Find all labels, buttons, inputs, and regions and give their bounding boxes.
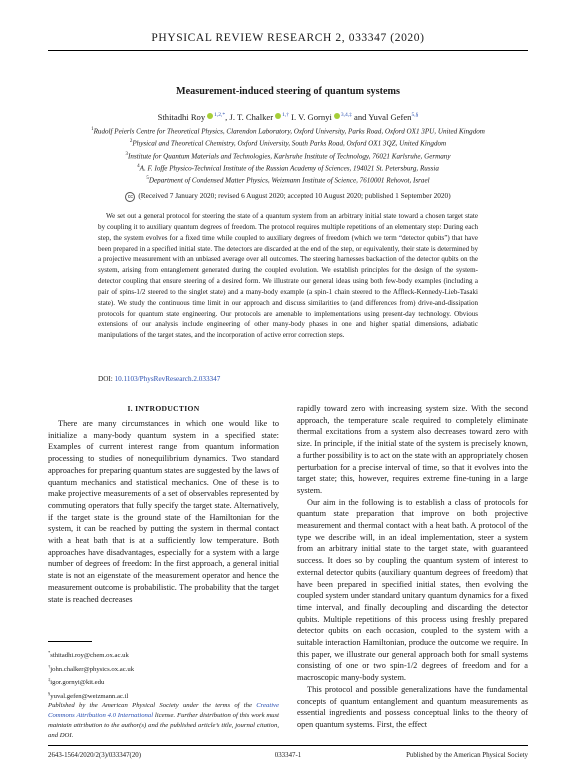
affiliation-list xyxy=(0,125,576,186)
affiliation-text: A. F. Ioffe Physico-Technical Institute of the Russian Academy of Sciences, 194021 St. Petersburg, Russia xyxy=(139,164,439,173)
creative-commons-icon[interactable]: cc xyxy=(125,192,135,202)
footnote-mark: ‡ xyxy=(48,677,51,683)
footnote-email[interactable]: john.chalker@physics.ox.ac.uk xyxy=(50,665,135,673)
footnote xyxy=(48,648,279,662)
header-rule xyxy=(48,50,528,51)
body-paragraph: This protocol and possible generalizations have the fundamental concepts of quantum entanglement and quantum measurements as essential ingredients and possess conceptual links to the theory of open quantum systems. First, the effect xyxy=(297,684,528,729)
affiliation xyxy=(0,174,576,186)
affiliation-text: Department of Condensed Matter Physics, Weizmann Institute of Science, 7610001 Rehovot, Israel xyxy=(148,176,430,185)
affiliation-number: 1 xyxy=(91,127,94,132)
body-paragraph: rapidly toward zero with increasing system size. With the second approach, the temperature scale required to completely eliminate thermal excitations from a system also decreases toward zero with size. In principle, if the initial state of the system is precisely known, a further possibility is to act on the state with an appropriately chosen perturbation for a precise interval of time, so that it evolves into the target state; this, however, requires extreme fine-tuning in a large system. xyxy=(297,404,528,495)
right-column xyxy=(297,403,528,731)
license-text: license. Further distribution of this work must maintain attribution to the author(s) and the published article’s title, journal citation, and DOI. xyxy=(48,712,279,740)
author-affil-marks[interactable]: 1,2,* xyxy=(214,112,226,119)
section-heading: I. INTRODUCTION xyxy=(127,404,200,413)
footnote-email[interactable]: igor.gornyi@kit.edu xyxy=(50,679,105,687)
affiliation-text: Physical and Theoretical Chemistry, Oxford University, South Parks Road, Oxford OX1 3QZ, United Kingdom xyxy=(132,139,447,148)
affiliation-number: 5 xyxy=(146,176,149,182)
author-affil-marks[interactable]: 3,4,‡ xyxy=(340,112,352,119)
footer-issn: 2643-1564/2020/2(3)/033347(20) xyxy=(48,752,142,759)
author-separator: , xyxy=(225,112,228,122)
author-name: J. T. Chalker xyxy=(229,112,274,122)
doi-label: DOI: xyxy=(98,375,113,383)
affiliation-text: Rudolf Peierls Centre for Theoretical Physics, Clarendon Laboratory, Oxford University, Parks Road, Oxford OX1 3PU, United Kingdom xyxy=(93,127,485,136)
affiliation xyxy=(0,137,576,149)
footer-publisher: Published by the American Physical Society xyxy=(406,752,528,759)
author-separator: and xyxy=(354,112,367,122)
author-name: Sthitadhi Roy xyxy=(157,112,206,122)
author-list xyxy=(0,112,576,122)
affiliation-number: 2 xyxy=(129,139,133,145)
left-column xyxy=(48,403,279,605)
abstract: We set out a general protocol for steering the state of a quantum system from an arbitrary initial state toward a chosen target state by coupling it to auxiliary quantum degrees of freedom. The protocol requires multiple repetitions of an elementary step: During each step, the system evolves for a fixed time while coupled to auxiliary degrees of freedom (which we term “detector qubits”) that have been prepared in a specified initial state. The detectors are discarded at the end of the step, or equivalently, their state is determined by a projective measurement with an unbiased average over all outcomes. The steering harnesses backaction of the detector qubits on the system, arising from entanglement generated during the coupled evolution. We establish principles for the design of the system-detector coupling that ensure steering of a desired form. We illustrate our general ideas using both few-body examples (including a pair of spins-1/2 steered to the singlet state) and a many-body example (a spin-1 chain steered to the Affleck-Kennedy-Lieb-Tasaki state). We study the continuous time limit in our approach and discuss similarities to (and differences from) drive-and-dissipation protocols for quantum state engineering. Our protocols are amenable to implementations using present-day technology. Obvious extensions of our analysis include engineering of other many-body phases in one and higher spatial dimensions, adiabatic manipulations of the target states, and the incorporation of active error correction steps. xyxy=(98,212,478,340)
footnote-mark: † xyxy=(48,663,51,669)
footnote xyxy=(48,662,279,676)
license-link[interactable]: Creative Commons Attribution 4.0 International xyxy=(48,702,279,720)
footnote-rule xyxy=(48,641,92,642)
license-text: Published by the American Physical Society under the terms of the xyxy=(48,702,257,709)
orcid-icon[interactable] xyxy=(275,113,281,119)
footnotes xyxy=(48,648,279,702)
doi-link[interactable]: 10.1103/PhysRevResearch.2.033347 xyxy=(114,375,221,383)
body-paragraph: Our aim in the following is to establish a class of protocols for quantum state preparation that improve on both projective measurement and thermal contact with a heat bath. A protocol of the type we describe will, in an ideal implementation, steer a system from an arbitrary initial state to the target state, with guaranteed success. It does so by coupling the quantum system of interest to external detector qubits (auxiliary quantum degrees of freedom) that have been prepared in specified initial states, then evolving the coupled system under standard unitary quantum dynamics for a fixed time interval, and finally decoupling and discarding the detector qubits. Multiple repetitions of this process using freshly prepared detector qubits on each occasion, coupled to the system with a suitable interaction Hamiltonian, produce the outcome we require. In this paper, we illustrate our general approach both for small systems consisting of one or two spin-1/2 degrees of freedom and for a macroscopic many-body system. xyxy=(297,497,528,683)
footnote xyxy=(48,675,279,689)
affiliation-text: Institute for Quantum Materials and Technologies, Karlsruhe Institute of Technology, 76021 Karlsruhe, Germany xyxy=(128,151,451,160)
body-paragraph: There are many circumstances in which one would like to initialize a many-body quantum system in a specified state: Examples of current interest range from quantum information processing to studies of nonequilibrium dynamics. Two standard approaches for preparing quantum states are suggested by the laws of quantum mechanics and statistical mechanics. One of these is to make projective measurements of a set of observables represented by commuting operators that fully specify the target state. Alternatively, if the target state is the ground state of the Hamiltonian for the system, it can be reached by putting the system in thermal contact with a heat bath that is at a sufficiently low temperature. Both approaches have disadvantages, especially for a system with a large number of degrees of freedom: In the first approach, a general initial state is not an eigenstate of the measurement operator and hence the measurement outcome is probabilistic. The probability that the target state is reached decreases xyxy=(48,419,279,604)
footnote-email[interactable]: yuval.gefen@weizmann.ac.il xyxy=(50,692,129,700)
author-affil-marks[interactable]: 5,§ xyxy=(411,112,419,119)
page-number: 033347-1 xyxy=(274,752,302,759)
orcid-icon[interactable] xyxy=(207,113,213,119)
footnote-mark: * xyxy=(48,650,51,655)
doi-line xyxy=(98,375,220,383)
license-notice xyxy=(48,701,279,741)
affiliation-number: 3 xyxy=(125,151,129,157)
author-name: Yuval Gefen xyxy=(368,112,412,122)
affiliation xyxy=(0,150,576,162)
affiliation xyxy=(0,125,576,137)
footnote-mark: § xyxy=(48,690,51,696)
author-affil-marks[interactable]: 1,† xyxy=(282,112,289,119)
footnote-email[interactable]: sthitadhi.roy@chem.ox.ac.uk xyxy=(50,652,129,660)
journal-header: PHYSICAL REVIEW RESEARCH 2, 033347 (2020) xyxy=(151,32,425,44)
affiliation-number: 4 xyxy=(137,163,140,169)
orcid-icon[interactable] xyxy=(334,113,340,119)
author-name: I. V. Gornyi xyxy=(291,112,332,122)
paper-title: Measurement-induced steering of quantum systems xyxy=(176,86,400,97)
footer-rule xyxy=(48,745,528,746)
affiliation xyxy=(0,162,576,174)
publication-history xyxy=(0,191,576,202)
received-dates: (Received 7 January 2020; revised 6 August 2020; accepted 10 August 2020; published 1 September 2020) xyxy=(138,191,451,200)
